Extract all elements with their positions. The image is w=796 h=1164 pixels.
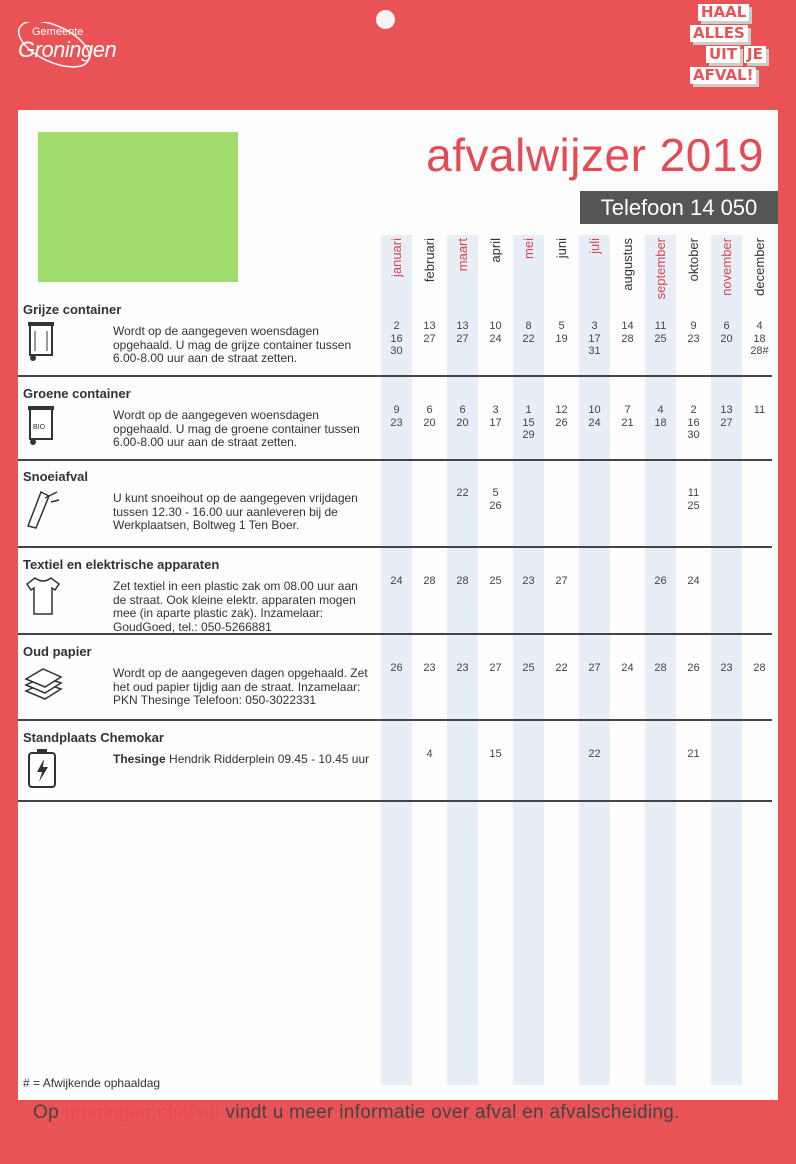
date-cell: 15 bbox=[489, 748, 502, 760]
date-cell: 4 bbox=[426, 748, 433, 760]
date-cell: 8 22 bbox=[522, 320, 535, 345]
section-title: Textiel en elektrische apparaten bbox=[23, 557, 220, 572]
date-cell: 14 28 bbox=[621, 320, 634, 345]
date-cell: 21 bbox=[687, 748, 700, 760]
battery-icon bbox=[23, 747, 63, 791]
section-title: Snoeiafval bbox=[23, 469, 89, 484]
date-cell: 3 17 31 bbox=[588, 320, 601, 357]
month-column-shading bbox=[612, 235, 643, 1085]
section-description: U kunt snoeihout op de aangegeven vrijdagen tussen 12.30 - 16.00 uur aanleveren bij de Werkplaatsen, Boltweg 1 Ten Boer. bbox=[113, 491, 358, 532]
punch-hole bbox=[376, 10, 395, 29]
date-cell: 28 bbox=[753, 662, 766, 674]
date-cell: 26 bbox=[654, 575, 667, 587]
date-cell: 28 bbox=[654, 662, 667, 674]
month-header-april: april bbox=[488, 238, 503, 263]
section-description: Wordt op de aangegeven woensdagen opgehaald. U mag de grijze container tussen 6.00-8.00 uur aan de straat zetten. bbox=[113, 324, 352, 365]
website-link[interactable]: groningen.nl/afval bbox=[64, 1102, 220, 1123]
date-cell: 10 24 bbox=[588, 404, 601, 429]
date-cell: 11 25 bbox=[687, 487, 700, 512]
date-cell: 22 bbox=[555, 662, 568, 674]
month-header-september: september bbox=[653, 238, 668, 300]
tshirt-icon bbox=[23, 574, 63, 618]
green-bio-container-icon bbox=[23, 403, 63, 447]
date-cell: 24 bbox=[621, 662, 634, 674]
date-cell: 4 18 bbox=[654, 404, 667, 429]
month-column-shading bbox=[711, 235, 742, 1085]
phone-banner: Telefoon 14 050 bbox=[580, 191, 778, 224]
section-description: Thesinge Hendrik Ridderplein 09.45 - 10.45 uur bbox=[113, 752, 370, 766]
date-cell: 6 20 bbox=[456, 404, 469, 429]
date-cell: 13 27 bbox=[423, 320, 436, 345]
month-header-december: december bbox=[752, 238, 767, 296]
date-cell: 13 27 bbox=[456, 320, 469, 345]
date-cell: 27 bbox=[555, 575, 568, 587]
section-title: Standplaats Chemokar bbox=[23, 730, 164, 745]
date-cell: 6 20 bbox=[720, 320, 733, 345]
date-cell: 13 27 bbox=[720, 404, 733, 429]
month-column-shading bbox=[645, 235, 676, 1085]
month-column-shading bbox=[480, 235, 511, 1085]
svg-text:BIO: BIO bbox=[33, 424, 46, 431]
month-header-juni: juni bbox=[554, 238, 569, 259]
date-cell: 25 bbox=[489, 575, 502, 587]
date-cell: 2 16 30 bbox=[390, 320, 403, 357]
month-header-februari: februari bbox=[422, 238, 437, 283]
month-header-november: november bbox=[719, 238, 734, 296]
slogan-logo: HAAL ALLES UIT JE AFVAL! bbox=[688, 4, 788, 88]
month-header-januari: januari bbox=[389, 238, 404, 278]
footer-info: Op groningen.nl/afval vindt u meer informatie over afval en afvalscheiding. bbox=[33, 1102, 680, 1123]
date-cell: 26 bbox=[687, 662, 700, 674]
date-cell: 7 21 bbox=[621, 404, 634, 429]
footnote: # = Afwijkende ophaaldag bbox=[23, 1076, 161, 1090]
date-cell: 2 16 30 bbox=[687, 404, 700, 441]
date-cell: 27 bbox=[489, 662, 502, 674]
date-cell: 6 20 bbox=[423, 404, 436, 429]
section-divider bbox=[18, 633, 772, 635]
date-cell: 4 18 28# bbox=[750, 320, 769, 357]
branches-icon bbox=[23, 486, 63, 530]
date-cell: 28 bbox=[456, 575, 469, 587]
section-description: Wordt op de aangegeven dagen opgehaald. Zet het oud papier tijdig aan de straat. Inzamelaar: PKN Thesinge Telefoon: 050-3022331 bbox=[113, 666, 368, 707]
date-cell: 11 bbox=[753, 404, 766, 416]
section-title: Groene container bbox=[23, 386, 131, 401]
section-divider bbox=[18, 375, 772, 377]
paper-stack-icon bbox=[23, 661, 63, 705]
date-cell: 10 24 bbox=[489, 320, 502, 345]
month-column-shading bbox=[513, 235, 544, 1085]
date-cell: 9 23 bbox=[390, 404, 403, 429]
date-cell: 28 bbox=[423, 575, 436, 587]
date-cell: 9 23 bbox=[687, 320, 700, 345]
date-cell: 11 25 bbox=[654, 320, 667, 345]
page-title: afvalwijzer 2019 bbox=[426, 129, 764, 181]
date-cell: 23 bbox=[423, 662, 436, 674]
green-label-area bbox=[38, 132, 238, 282]
section-description: Wordt op de aangegeven woensdagen opgehaald. U mag de groene container tussen 6.00-8.00 uur aan de straat zetten. bbox=[113, 408, 360, 449]
date-cell: 24 bbox=[687, 575, 700, 587]
date-cell: 23 bbox=[522, 575, 535, 587]
date-cell: 24 bbox=[390, 575, 403, 587]
month-header-juli: juli bbox=[587, 238, 602, 254]
month-column-shading bbox=[414, 235, 445, 1085]
month-column-shading bbox=[579, 235, 610, 1085]
month-header-mei: mei bbox=[521, 238, 536, 259]
section-title: Oud papier bbox=[23, 644, 92, 659]
calendar-page bbox=[18, 110, 778, 1123]
date-cell: 3 17 bbox=[489, 404, 502, 429]
date-cell: 27 bbox=[588, 662, 601, 674]
month-header-maart: maart bbox=[455, 238, 470, 272]
grey-container-icon bbox=[23, 319, 63, 363]
date-cell: 25 bbox=[522, 662, 535, 674]
date-cell: 12 26 bbox=[555, 404, 568, 429]
date-cell: 22 bbox=[456, 487, 469, 499]
month-column-shading bbox=[381, 235, 412, 1085]
month-header-oktober: oktober bbox=[686, 238, 701, 282]
section-divider bbox=[18, 800, 772, 802]
section-divider bbox=[18, 459, 772, 461]
month-column-shading bbox=[678, 235, 709, 1085]
month-column-shading bbox=[744, 235, 775, 1085]
date-cell: 5 26 bbox=[489, 487, 502, 512]
section-description: Zet textiel in een plastic zak om 08.00 uur aan de straat. Ook kleine elektr. apparaten mogen mee (in aparte plastic zak). Inzamelaar: GoudGoed, tel.: 050-5266881 bbox=[113, 579, 358, 634]
month-header-augustus: augustus bbox=[620, 238, 635, 291]
date-cell: 22 bbox=[588, 748, 601, 760]
section-divider bbox=[18, 546, 772, 548]
section-divider bbox=[18, 719, 772, 721]
date-cell: 23 bbox=[456, 662, 469, 674]
date-cell: 5 19 bbox=[555, 320, 568, 345]
section-title: Grijze container bbox=[23, 302, 122, 317]
date-cell: 23 bbox=[720, 662, 733, 674]
date-cell: 1 15 29 bbox=[522, 404, 535, 441]
month-column-shading bbox=[447, 235, 478, 1085]
month-column-shading bbox=[546, 235, 577, 1085]
date-cell: 26 bbox=[390, 662, 403, 674]
